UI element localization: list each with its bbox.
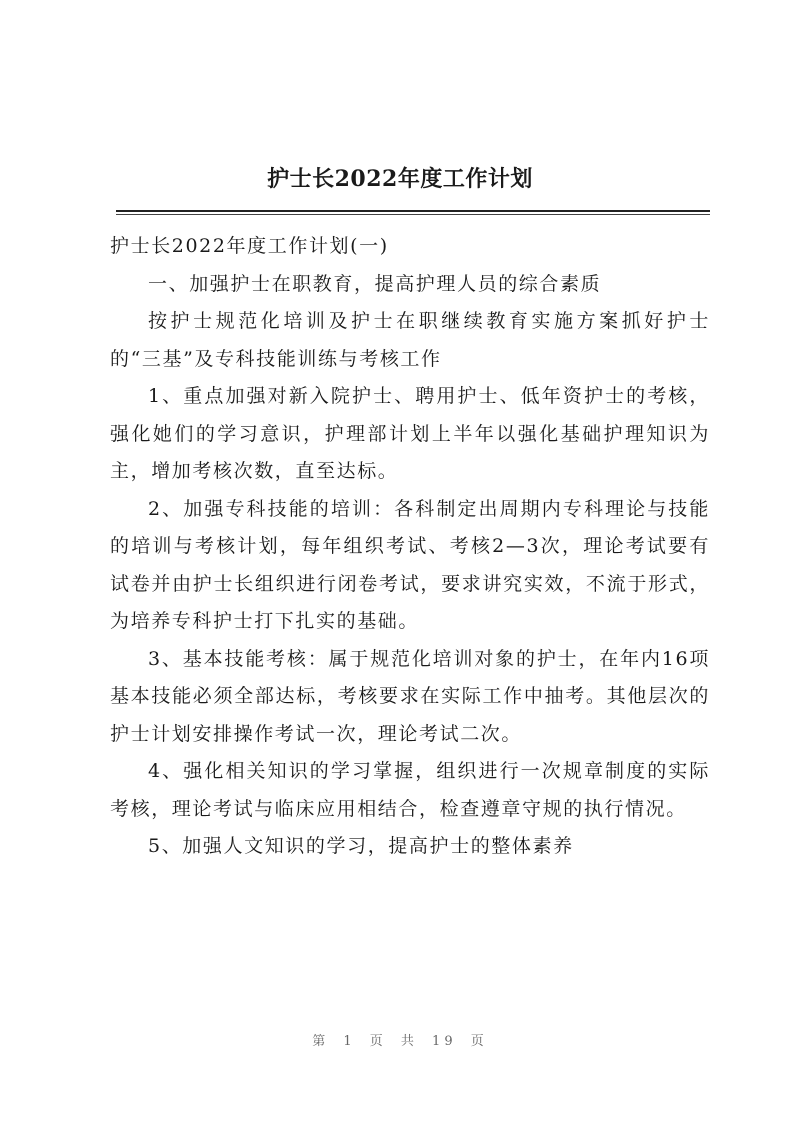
- page-title: 护士长2022年度工作计划: [267, 166, 533, 192]
- paragraph: 1、重点加强对新入院护士、聘用护士、低年资护士的考核，强化她们的学习意识，护理部计划上半年以强化基础护理知识为主，增加考核次数，直至达标。: [110, 385, 710, 482]
- paragraph: 一、加强护士在职教育，提高护理人员的综合素质: [148, 272, 602, 295]
- title-divider-thin: [116, 214, 710, 215]
- paragraph: 5、加强人文知识的学习，提高护士的整体素养: [148, 835, 574, 857]
- section-heading: 护士长2022年度工作计划(一): [110, 235, 389, 257]
- title-divider: [116, 210, 710, 212]
- paragraph: 2、加强专科技能的培训：各科制定出周期内专科理论与技能的培训与考核计划，每年组织考试、考核2—3次，理论考试要有试卷并由护士长组织进行闭卷考试，要求讲究实效，不流于形式，为培养专科护士打下扎实的基础。: [110, 497, 710, 632]
- document-body: [110, 228, 710, 866]
- paragraph: 3、基本技能考核：属于规范化培训对象的护士，在年内16项基本技能必须全部达标，考核要求在实际工作中抽考。其他层次的护士计划安排操作考试一次，理论考试二次。: [110, 647, 710, 745]
- paragraph: 4、强化相关知识的学习掌握，组织进行一次规章制度的实际考核，理论考试与临床应用相结合，检查遵章守规的执行情况。: [110, 760, 710, 820]
- page-footer: 第 1 页 共 19 页: [312, 1034, 488, 1049]
- paragraph: 按护士规范化培训及护士在职继续教育实施方案抓好护士的“三基”及专科技能训练与考核工作: [110, 310, 710, 370]
